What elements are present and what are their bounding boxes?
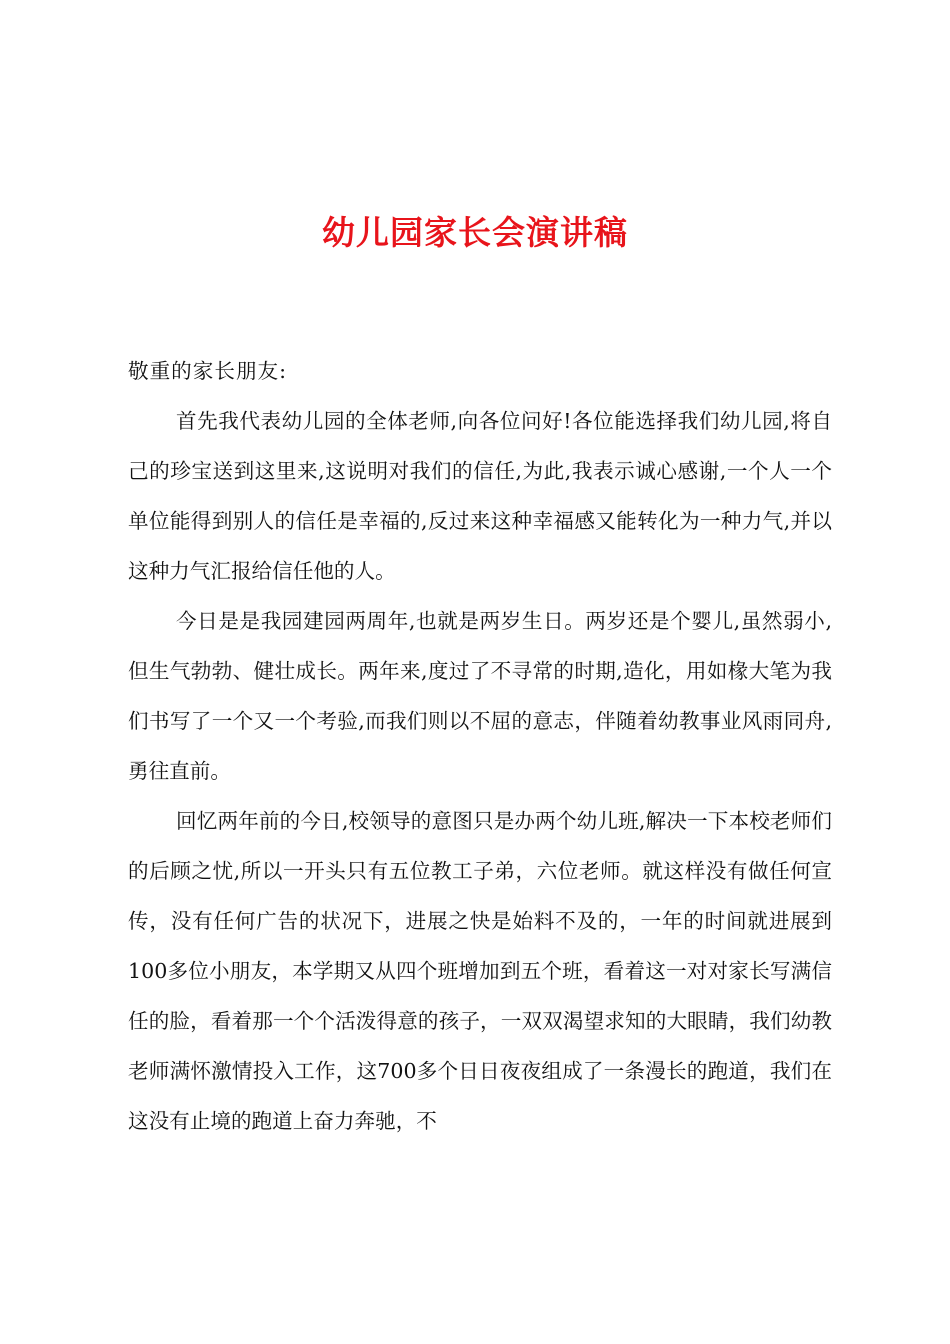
document-title: 幼儿园家长会演讲稿 — [322, 213, 628, 252]
paragraph-2: 今日是是我园建园两周年,也就是两岁生日。两岁还是个婴儿,虽然弱小,但生气勃勃、健壮成长。两年来,度过了不寻常的时期,造化，用如椽大笔为我们书写了一个又一个考验,而我们则以不屈的意志，伴随着幼教事业风雨同舟,勇往直前。 — [128, 609, 832, 783]
paragraph-1: 首先我代表幼儿园的全体老师,向各位问好!各位能选择我们幼儿园,将自己的珍宝送到这里来,这说明对我们的信任,为此,我表示诚心感谢,一个人一个单位能得到别人的信任是幸福的,反过来这种幸福感又能转化为一种力气,并以这种力气汇报给信任他的人。 — [128, 409, 832, 583]
document-body — [128, 346, 832, 1146]
salutation: 敬重的家长朋友: — [128, 359, 288, 383]
paragraph-3: 回忆两年前的今日,校领导的意图只是办两个幼儿班,解决一下本校老师们的后顾之忧,所以一开头只有五位教工子弟，六位老师。就这样没有做任何宣传，没有任何广告的状况下，进展之快是始料不及的，一年的时间就进展到100多位小朋友，本学期又从四个班增加到五个班，看着这一对对家长写满信任的脸，看着那一个个活泼得意的孩子，一双双渴望求知的大眼睛，我们幼教老师满怀激情投入工作，这700多个日日夜夜组成了一条漫长的跑道，我们在这没有止境的跑道上奋力奔驰，不 — [128, 809, 832, 1133]
